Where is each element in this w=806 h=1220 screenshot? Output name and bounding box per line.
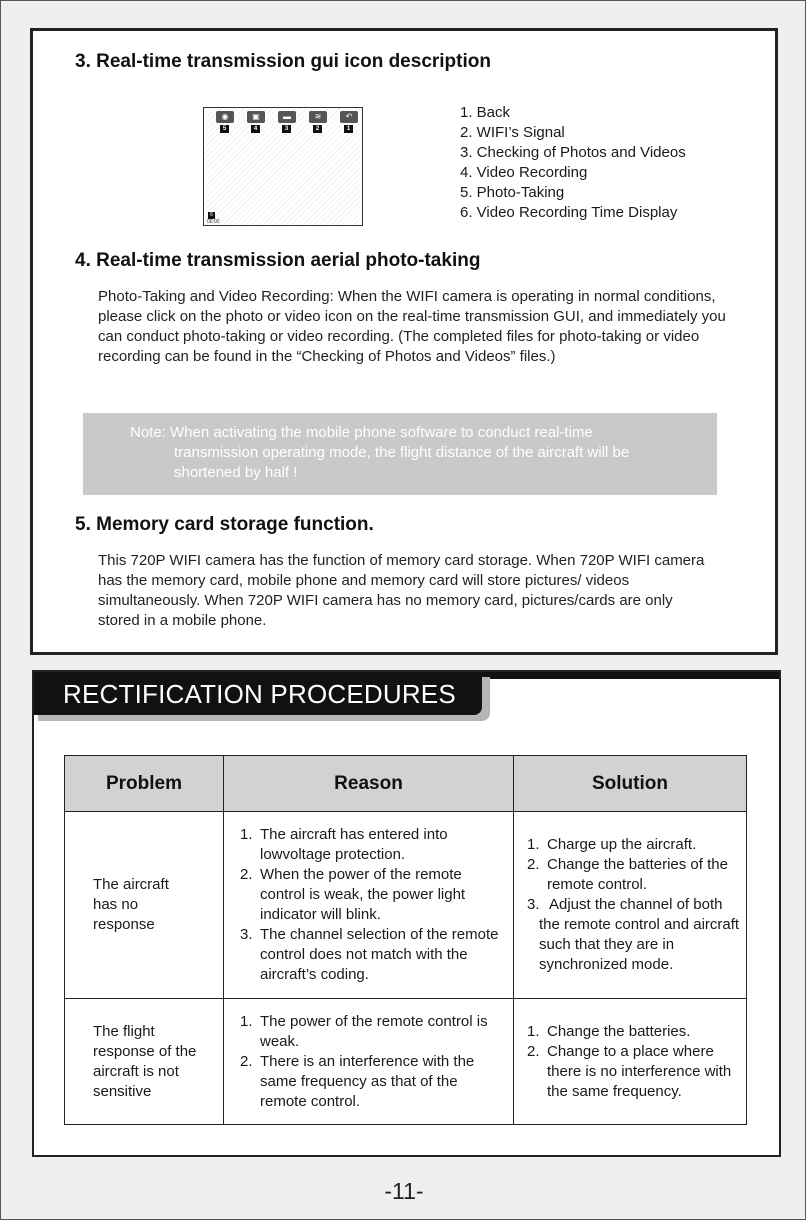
problem-text: The aircraft has no response [93,876,169,933]
gui-time-display: 00:00 [207,219,220,225]
list-item: 4. Video Recording [460,164,588,181]
gui-num-3: 3 [282,125,291,133]
header-reason: Reason [224,756,514,812]
header-problem: Problem [65,756,224,812]
solution-cell [514,999,747,1125]
list-item: 1. Charge up the aircraft. [527,836,697,853]
table-header-row [65,756,747,812]
section4-paragraph: Photo-Taking and Video Recording: When the WIFI camera is operating in normal conditions, please click on the photo or video icon on the real-time transmission GUI, and immediately you can conduct photo-taking or video recording. (The completed files for photo-taking or video recording can be found in the “Checking of Photos and Videos” files.) [98,288,726,365]
gui-sections-box [30,28,778,655]
list-item: 3. Adjust the channel of both the remote control and aircraft such that they are in synchronized mode. [527,896,740,973]
folder-icon: ▬ [278,111,296,123]
list-item: 2. Change to a place where there is no interference with the same frequency. [527,1042,732,1100]
header-solution: Solution [514,756,747,812]
table-row [65,999,747,1125]
section5-paragraph: This 720P WIFI camera has the function of memory card storage. When 720P WIFI camera has the memory card, mobile phone and memory card will store pictures/ videos simultaneously. When 720P WIFI camera has no memory card, pictures/cards are only stored in a mobile phone. [98,552,705,629]
solution-cell [514,812,747,999]
problem-cell [65,812,224,999]
list-item: 1. Back [460,104,511,121]
solution-list [527,835,740,975]
back-icon: ↶ [340,111,358,123]
problem-cell [65,999,224,1125]
gui-num-4: 4 [251,125,260,133]
section4-title: 4. Real-time transmission aerial photo-taking [75,250,481,271]
solution-list [527,1022,740,1102]
gui-num-5: 5 [220,125,229,133]
rectification-box [32,670,781,1157]
list-item: 1. The aircraft has entered into lowvoltage protection. [240,826,448,863]
problem-text: The flight response of the aircraft is not sensitive [93,1022,197,1100]
video-icon: ▣ [247,111,265,123]
reason-list [240,1012,505,1112]
gui-num-1: 1 [344,125,353,133]
list-item: 6. Video Recording Time Display [460,204,678,221]
note-body: transmission operating mode, the flight distance of the aircraft will be shortened by half ! [174,444,630,481]
gui-preview [203,107,363,226]
wifi-icon: ≋ [309,111,327,123]
note-box [83,413,717,495]
section5-title: 5. Memory card storage function. [75,514,374,535]
note-label: Note: When activating the mobile phone software to conduct real-time [130,424,593,441]
section3-title: 3. Real-time transmission gui icon description [75,51,491,72]
list-item: 3. Checking of Photos and Videos [460,144,686,161]
camera-icon: ◉ [216,111,234,123]
list-item: 2. There is an interference with the same frequency as that of the remote control. [240,1052,475,1110]
list-item: 2. WIFI’s Signal [460,124,565,141]
gui-num-6: 6 [208,212,215,219]
list-item: 2. Change the batteries of the remote control. [527,856,728,893]
note-text [130,423,690,483]
reason-list [240,825,505,985]
rectification-table [64,755,747,1125]
banner-title: RECTIFICATION PROCEDURES [63,679,456,709]
list-item: 2. When the power of the remote control is weak, the power light indicator will blink. [240,866,466,923]
table-row [65,812,747,999]
gui-toolbar [216,111,356,133]
list-item: 3. The channel selection of the remote control does not match with the aircraft’s coding. [240,926,499,983]
icon-description-list [460,103,686,223]
gui-num-2: 2 [313,125,322,133]
page-number: -11- [384,1178,424,1204]
list-item: 1. Change the batteries. [527,1022,691,1040]
list-item: 1. The power of the remote control is weak. [240,1012,488,1050]
list-item: 5. Photo-Taking [460,184,565,201]
section-banner [34,672,482,715]
reason-cell [224,999,514,1125]
reason-cell [224,812,514,999]
